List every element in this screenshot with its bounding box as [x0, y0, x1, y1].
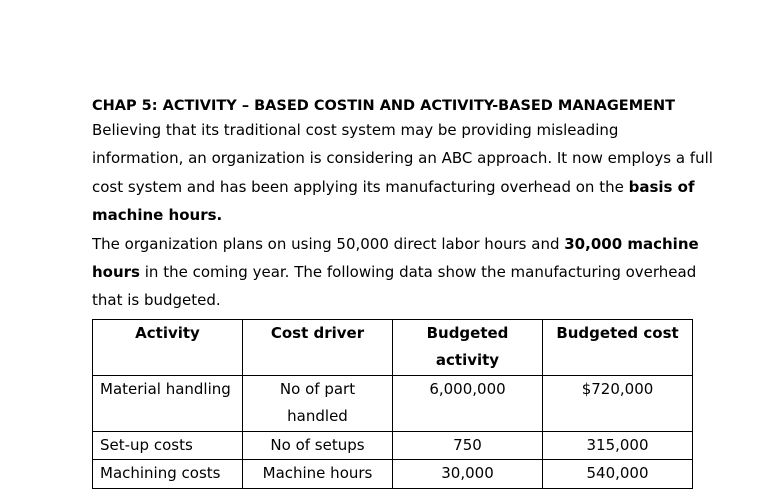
header-cost-driver: Cost driver: [243, 319, 393, 375]
intro-line-4: [92, 201, 702, 229]
header-budgeted-activity: Budgeted activity: [393, 319, 543, 375]
plan-line-1-bold: 30,000 machine: [564, 234, 699, 253]
table-header-row: [93, 319, 693, 375]
table-row: [93, 460, 693, 489]
intro-line-1: Believing that its traditional cost system may be providing misleading: [92, 121, 619, 139]
cell-budgeted-activity: 30,000: [393, 460, 543, 489]
cell-activity: Material handling: [93, 375, 243, 431]
intro-line-3: [92, 173, 702, 201]
plan-line-2-text: in the coming year. The following data show the manufacturing overhead: [140, 263, 697, 282]
intro-line-4-bold: machine hours.: [92, 206, 223, 225]
cell-budgeted-cost: 540,000: [543, 460, 693, 489]
intro-line-3-text: cost system and has been applying its manufacturing overhead on the: [92, 177, 629, 196]
intro-paragraph: [92, 116, 713, 230]
plan-line-3: that is budgeted.: [92, 291, 221, 310]
table-row: [93, 375, 693, 431]
chapter-heading: CHAP 5: ACTIVITY – BASED COSTIN AND ACTIVITY-BASED MANAGEMENT: [92, 98, 676, 114]
cell-driver: No of setups: [243, 431, 393, 460]
plan-line-1: [92, 230, 702, 258]
cell-driver-line-2: handled: [287, 407, 348, 426]
cell-driver: [243, 375, 393, 431]
plan-line-2: [92, 258, 702, 286]
document-content: [92, 92, 713, 489]
plan-line-2-bold: hours: [92, 263, 140, 282]
header-activity: Activity: [93, 319, 243, 375]
header-budgeted-cost: Budgeted cost: [543, 319, 693, 375]
cell-budgeted-cost: 315,000: [543, 431, 693, 460]
cell-budgeted-cost: $720,000: [543, 375, 693, 431]
plan-line-1-text: The organization plans on using 50,000 direct labor hours and: [92, 234, 565, 253]
intro-line-2: information, an organization is considering an ABC approach. It now employs a full: [92, 149, 713, 168]
cell-budgeted-activity: 6,000,000: [393, 375, 543, 431]
cell-budgeted-activity: 750: [393, 431, 543, 460]
overhead-table: [92, 319, 693, 489]
intro-line-3-bold: basis of: [628, 177, 695, 196]
cell-activity: Set-up costs: [93, 431, 243, 460]
cell-driver-line-1: No of part: [279, 379, 356, 398]
table-row: [93, 431, 693, 460]
plan-paragraph: [92, 230, 702, 315]
cell-activity: Machining costs: [93, 460, 243, 489]
cell-driver: Machine hours: [243, 460, 393, 489]
